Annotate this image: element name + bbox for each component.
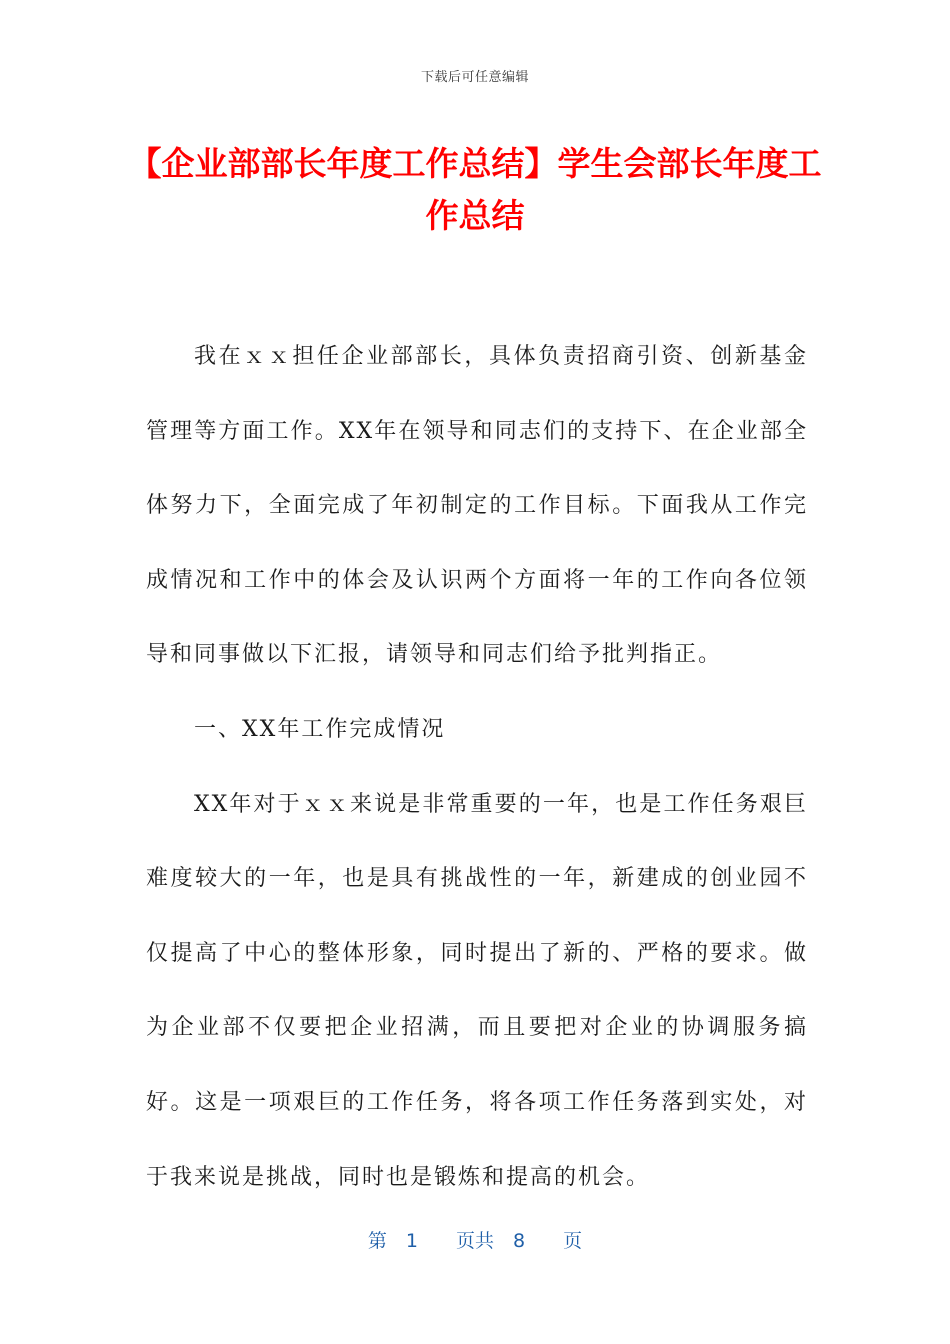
paragraph-intro: 我在ｘｘ担任企业部部长，具体负责招商引资、创新基金管理等方面工作。XX年在领导和同志们的支持下、在企业部全体努力下，全面完成了年初制定的工作目标。下面我从工作完成情况和工作中的体会及认识两个方面将一年的工作向各位领导和同事做以下汇报，请领导和同志们给予批判指正。	[146, 344, 808, 668]
document-title: 【企业部部长年度工作总结】学生会部长年度工作总结	[128, 144, 822, 235]
page-footer: 第 1 页共 8 页	[367, 1230, 583, 1252]
paragraph-section-1: XX年对于ｘｘ来说是非常重要的一年，也是工作任务艰巨难度较大的一年，也是具有挑战性的一年，新建成的创业园不仅提高了中心的整体形象，同时提出了新的、严格的要求。做为企业部不仅要把企业招满，而且要把对企业的协调服务搞好。这是一项艰巨的工作任务，将各项工作任务落到实处，对于我来说是挑战，同时也是锻炼和提高的机会。	[146, 791, 808, 1190]
header-note: 下载后可任意编辑	[420, 70, 529, 85]
document-body	[146, 320, 808, 1215]
section-heading-1: 一、XX年工作完成情况	[194, 716, 446, 742]
